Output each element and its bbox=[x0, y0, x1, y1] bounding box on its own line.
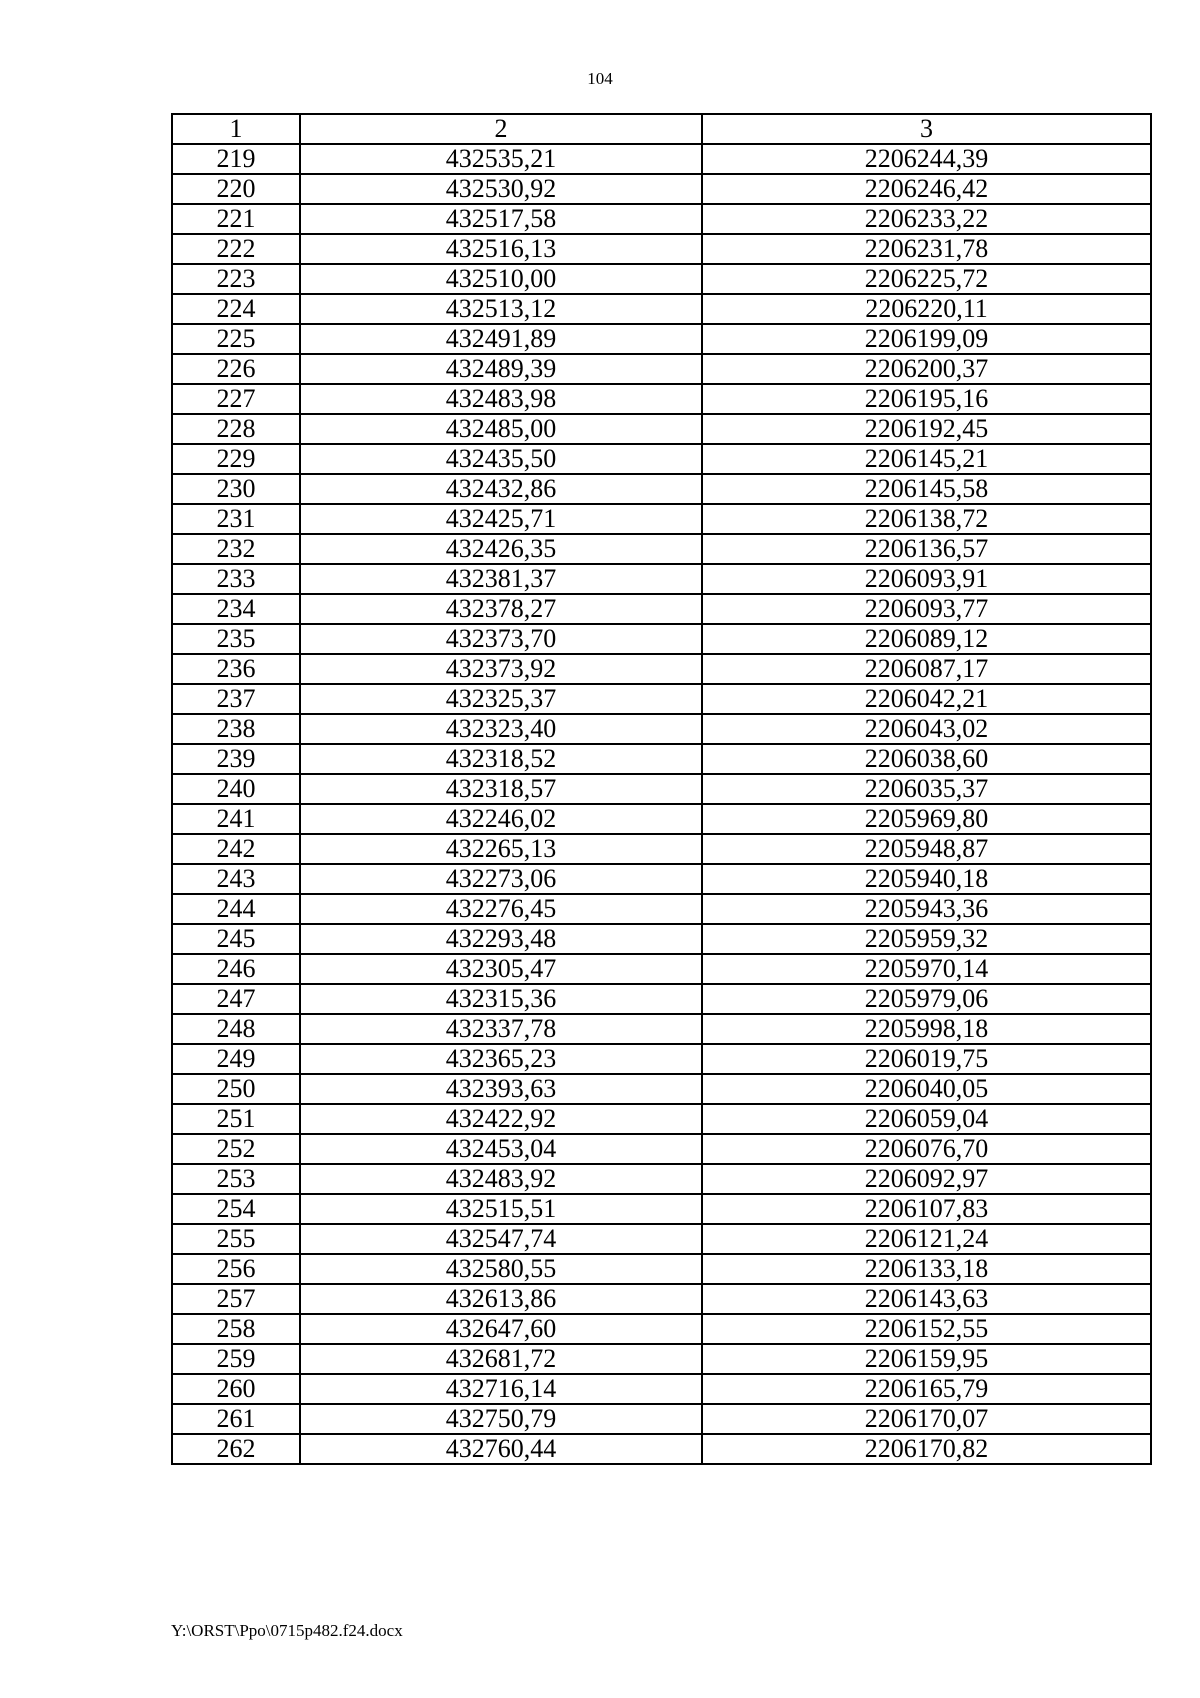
x-coordinate-cell: 432425,71 bbox=[300, 504, 702, 534]
x-coordinate-cell: 432681,72 bbox=[300, 1344, 702, 1374]
x-coordinate-cell: 432337,78 bbox=[300, 1014, 702, 1044]
table-row bbox=[172, 1374, 1151, 1404]
point-number-cell: 262 bbox=[172, 1434, 300, 1464]
point-number-cell: 221 bbox=[172, 204, 300, 234]
point-number-cell: 237 bbox=[172, 684, 300, 714]
point-number-cell: 253 bbox=[172, 1164, 300, 1194]
x-coordinate-cell: 432613,86 bbox=[300, 1284, 702, 1314]
table-row bbox=[172, 984, 1151, 1014]
point-number-cell: 243 bbox=[172, 864, 300, 894]
table-row bbox=[172, 1014, 1151, 1044]
point-number-cell: 231 bbox=[172, 504, 300, 534]
x-coordinate-cell: 432483,98 bbox=[300, 384, 702, 414]
y-coordinate-cell: 2206019,75 bbox=[702, 1044, 1151, 1074]
y-coordinate-cell: 2206076,70 bbox=[702, 1134, 1151, 1164]
y-coordinate-cell: 2206145,21 bbox=[702, 444, 1151, 474]
table-row bbox=[172, 474, 1151, 504]
y-coordinate-cell: 2206225,72 bbox=[702, 264, 1151, 294]
table-row bbox=[172, 864, 1151, 894]
point-number-cell: 227 bbox=[172, 384, 300, 414]
table-body bbox=[172, 144, 1151, 1464]
table-row bbox=[172, 204, 1151, 234]
point-number-cell: 235 bbox=[172, 624, 300, 654]
y-coordinate-cell: 2206121,24 bbox=[702, 1224, 1151, 1254]
table-row bbox=[172, 1044, 1151, 1074]
point-number-cell: 223 bbox=[172, 264, 300, 294]
x-coordinate-cell: 432378,27 bbox=[300, 594, 702, 624]
point-number-cell: 247 bbox=[172, 984, 300, 1014]
x-coordinate-cell: 432750,79 bbox=[300, 1404, 702, 1434]
y-coordinate-cell: 2206170,07 bbox=[702, 1404, 1151, 1434]
x-coordinate-cell: 432305,47 bbox=[300, 954, 702, 984]
x-coordinate-cell: 432580,55 bbox=[300, 1254, 702, 1284]
table-row bbox=[172, 1284, 1151, 1314]
table-row bbox=[172, 444, 1151, 474]
y-coordinate-cell: 2206233,22 bbox=[702, 204, 1151, 234]
y-coordinate-cell: 2206200,37 bbox=[702, 354, 1151, 384]
y-coordinate-cell: 2206220,11 bbox=[702, 294, 1151, 324]
column-header-1: 1 bbox=[172, 114, 300, 144]
y-coordinate-cell: 2205979,06 bbox=[702, 984, 1151, 1014]
point-number-cell: 246 bbox=[172, 954, 300, 984]
point-number-cell: 236 bbox=[172, 654, 300, 684]
table-row bbox=[172, 894, 1151, 924]
page-number: 104 bbox=[587, 69, 613, 88]
x-coordinate-cell: 432318,52 bbox=[300, 744, 702, 774]
x-coordinate-cell: 432293,48 bbox=[300, 924, 702, 954]
x-coordinate-cell: 432491,89 bbox=[300, 324, 702, 354]
table-row bbox=[172, 1104, 1151, 1134]
y-coordinate-cell: 2206087,17 bbox=[702, 654, 1151, 684]
y-coordinate-cell: 2206199,09 bbox=[702, 324, 1151, 354]
y-coordinate-cell: 2206159,95 bbox=[702, 1344, 1151, 1374]
point-number-cell: 228 bbox=[172, 414, 300, 444]
x-coordinate-cell: 432547,74 bbox=[300, 1224, 702, 1254]
y-coordinate-cell: 2206093,77 bbox=[702, 594, 1151, 624]
x-coordinate-cell: 432760,44 bbox=[300, 1434, 702, 1464]
table-row bbox=[172, 594, 1151, 624]
x-coordinate-cell: 432515,51 bbox=[300, 1194, 702, 1224]
table-row bbox=[172, 804, 1151, 834]
y-coordinate-cell: 2206133,18 bbox=[702, 1254, 1151, 1284]
table-row bbox=[172, 624, 1151, 654]
point-number-cell: 238 bbox=[172, 714, 300, 744]
table-row bbox=[172, 684, 1151, 714]
table-row bbox=[172, 414, 1151, 444]
y-coordinate-cell: 2206143,63 bbox=[702, 1284, 1151, 1314]
table-row bbox=[172, 1224, 1151, 1254]
table-row bbox=[172, 654, 1151, 684]
point-number-cell: 254 bbox=[172, 1194, 300, 1224]
point-number-cell: 245 bbox=[172, 924, 300, 954]
x-coordinate-cell: 432246,02 bbox=[300, 804, 702, 834]
x-coordinate-cell: 432513,12 bbox=[300, 294, 702, 324]
x-coordinate-cell: 432373,70 bbox=[300, 624, 702, 654]
y-coordinate-cell: 2206042,21 bbox=[702, 684, 1151, 714]
table-row bbox=[172, 534, 1151, 564]
y-coordinate-cell: 2206165,79 bbox=[702, 1374, 1151, 1404]
point-number-cell: 250 bbox=[172, 1074, 300, 1104]
y-coordinate-cell: 2206040,05 bbox=[702, 1074, 1151, 1104]
table-row bbox=[172, 384, 1151, 414]
y-coordinate-cell: 2206092,97 bbox=[702, 1164, 1151, 1194]
point-number-cell: 241 bbox=[172, 804, 300, 834]
point-number-cell: 244 bbox=[172, 894, 300, 924]
x-coordinate-cell: 432435,50 bbox=[300, 444, 702, 474]
point-number-cell: 220 bbox=[172, 174, 300, 204]
x-coordinate-cell: 432530,92 bbox=[300, 174, 702, 204]
table-row bbox=[172, 1164, 1151, 1194]
table-row bbox=[172, 834, 1151, 864]
point-number-cell: 224 bbox=[172, 294, 300, 324]
y-coordinate-cell: 2206043,02 bbox=[702, 714, 1151, 744]
table-row bbox=[172, 1134, 1151, 1164]
table-header bbox=[172, 114, 1151, 144]
point-number-cell: 258 bbox=[172, 1314, 300, 1344]
y-coordinate-cell: 2205998,18 bbox=[702, 1014, 1151, 1044]
point-number-cell: 259 bbox=[172, 1344, 300, 1374]
column-header-3: 3 bbox=[702, 114, 1151, 144]
point-number-cell: 251 bbox=[172, 1104, 300, 1134]
y-coordinate-cell: 2206152,55 bbox=[702, 1314, 1151, 1344]
table-row bbox=[172, 174, 1151, 204]
y-coordinate-cell: 2206059,04 bbox=[702, 1104, 1151, 1134]
x-coordinate-cell: 432483,92 bbox=[300, 1164, 702, 1194]
point-number-cell: 225 bbox=[172, 324, 300, 354]
footer-file-path: Y:\ORST\Ppo\0715p482.f24.docx bbox=[171, 1621, 403, 1640]
table-row bbox=[172, 324, 1151, 354]
y-coordinate-cell: 2206107,83 bbox=[702, 1194, 1151, 1224]
point-number-cell: 257 bbox=[172, 1284, 300, 1314]
y-coordinate-cell: 2206192,45 bbox=[702, 414, 1151, 444]
x-coordinate-cell: 432432,86 bbox=[300, 474, 702, 504]
table-row bbox=[172, 234, 1151, 264]
y-coordinate-cell: 2206246,42 bbox=[702, 174, 1151, 204]
column-header-2: 2 bbox=[300, 114, 702, 144]
y-coordinate-cell: 2205970,14 bbox=[702, 954, 1151, 984]
y-coordinate-cell: 2206231,78 bbox=[702, 234, 1151, 264]
x-coordinate-cell: 432485,00 bbox=[300, 414, 702, 444]
y-coordinate-cell: 2205959,32 bbox=[702, 924, 1151, 954]
point-number-cell: 234 bbox=[172, 594, 300, 624]
y-coordinate-cell: 2206145,58 bbox=[702, 474, 1151, 504]
table-row bbox=[172, 1254, 1151, 1284]
x-coordinate-cell: 432489,39 bbox=[300, 354, 702, 384]
point-number-cell: 248 bbox=[172, 1014, 300, 1044]
x-coordinate-cell: 432265,13 bbox=[300, 834, 702, 864]
x-coordinate-cell: 432276,45 bbox=[300, 894, 702, 924]
point-number-cell: 230 bbox=[172, 474, 300, 504]
x-coordinate-cell: 432318,57 bbox=[300, 774, 702, 804]
point-number-cell: 260 bbox=[172, 1374, 300, 1404]
x-coordinate-cell: 432516,13 bbox=[300, 234, 702, 264]
x-coordinate-cell: 432315,36 bbox=[300, 984, 702, 1014]
point-number-cell: 252 bbox=[172, 1134, 300, 1164]
x-coordinate-cell: 432422,92 bbox=[300, 1104, 702, 1134]
y-coordinate-cell: 2206170,82 bbox=[702, 1434, 1151, 1464]
x-coordinate-cell: 432381,37 bbox=[300, 564, 702, 594]
y-coordinate-cell: 2206244,39 bbox=[702, 144, 1151, 174]
y-coordinate-cell: 2205969,80 bbox=[702, 804, 1151, 834]
x-coordinate-cell: 432273,06 bbox=[300, 864, 702, 894]
point-number-cell: 256 bbox=[172, 1254, 300, 1284]
point-number-cell: 261 bbox=[172, 1404, 300, 1434]
point-number-cell: 232 bbox=[172, 534, 300, 564]
table-header-row bbox=[172, 114, 1151, 144]
table-row bbox=[172, 144, 1151, 174]
table-row bbox=[172, 954, 1151, 984]
table-row bbox=[172, 924, 1151, 954]
y-coordinate-cell: 2205940,18 bbox=[702, 864, 1151, 894]
table-row bbox=[172, 264, 1151, 294]
x-coordinate-cell: 432647,60 bbox=[300, 1314, 702, 1344]
point-number-cell: 239 bbox=[172, 744, 300, 774]
table-row bbox=[172, 1314, 1151, 1344]
table-row bbox=[172, 564, 1151, 594]
x-coordinate-cell: 432365,23 bbox=[300, 1044, 702, 1074]
y-coordinate-cell: 2205943,36 bbox=[702, 894, 1151, 924]
x-coordinate-cell: 432325,37 bbox=[300, 684, 702, 714]
table-row bbox=[172, 504, 1151, 534]
point-number-cell: 229 bbox=[172, 444, 300, 474]
y-coordinate-cell: 2206035,37 bbox=[702, 774, 1151, 804]
table-row bbox=[172, 294, 1151, 324]
y-coordinate-cell: 2206195,16 bbox=[702, 384, 1151, 414]
point-number-cell: 226 bbox=[172, 354, 300, 384]
point-number-cell: 222 bbox=[172, 234, 300, 264]
y-coordinate-cell: 2206138,72 bbox=[702, 504, 1151, 534]
table-row bbox=[172, 774, 1151, 804]
y-coordinate-cell: 2206089,12 bbox=[702, 624, 1151, 654]
coordinates-table bbox=[171, 113, 1152, 1465]
x-coordinate-cell: 432716,14 bbox=[300, 1374, 702, 1404]
point-number-cell: 249 bbox=[172, 1044, 300, 1074]
point-number-cell: 219 bbox=[172, 144, 300, 174]
point-number-cell: 242 bbox=[172, 834, 300, 864]
y-coordinate-cell: 2206038,60 bbox=[702, 744, 1151, 774]
x-coordinate-cell: 432453,04 bbox=[300, 1134, 702, 1164]
table-row bbox=[172, 1194, 1151, 1224]
table-row bbox=[172, 1434, 1151, 1464]
y-coordinate-cell: 2206136,57 bbox=[702, 534, 1151, 564]
x-coordinate-cell: 432517,58 bbox=[300, 204, 702, 234]
table-row bbox=[172, 354, 1151, 384]
table-row bbox=[172, 1404, 1151, 1434]
x-coordinate-cell: 432426,35 bbox=[300, 534, 702, 564]
point-number-cell: 233 bbox=[172, 564, 300, 594]
point-number-cell: 240 bbox=[172, 774, 300, 804]
point-number-cell: 255 bbox=[172, 1224, 300, 1254]
x-coordinate-cell: 432393,63 bbox=[300, 1074, 702, 1104]
x-coordinate-cell: 432323,40 bbox=[300, 714, 702, 744]
y-coordinate-cell: 2206093,91 bbox=[702, 564, 1151, 594]
x-coordinate-cell: 432373,92 bbox=[300, 654, 702, 684]
x-coordinate-cell: 432535,21 bbox=[300, 144, 702, 174]
y-coordinate-cell: 2205948,87 bbox=[702, 834, 1151, 864]
table-row bbox=[172, 1344, 1151, 1374]
table-row bbox=[172, 744, 1151, 774]
x-coordinate-cell: 432510,00 bbox=[300, 264, 702, 294]
table-row bbox=[172, 714, 1151, 744]
table-row bbox=[172, 1074, 1151, 1104]
